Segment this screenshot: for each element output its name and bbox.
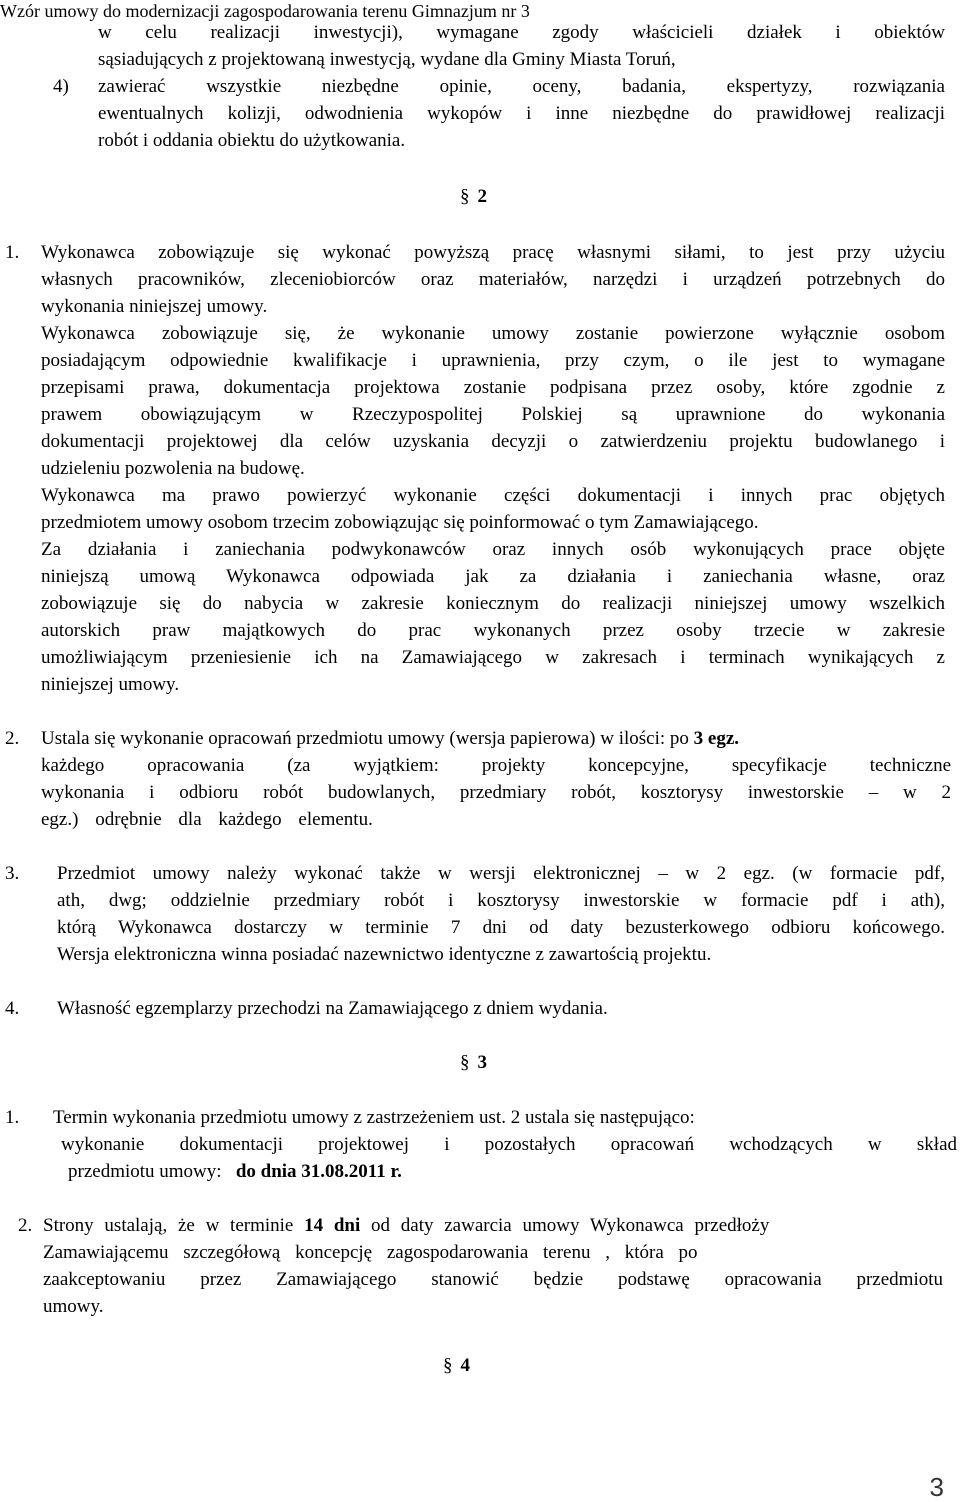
s2-item3-line-3: którą Wykonawca dostarczy w terminie 7 dni od daty bezusterkowego odbioru końcowego.	[57, 917, 945, 938]
s2-p1-line-2: własnych pracowników, zleceniobiorców oraz materiałów, narzędzi i urządzeń potrzebnych do	[41, 269, 945, 290]
s2-p3-line-1: Wykonawca ma prawo powierzyć wykonanie części dokumentacji i innych prac objętych	[41, 485, 945, 506]
page-number: 3	[929, 1472, 944, 1502]
s3-p1-line-2: wykonanie dokumentacji projektowej i pozostałych opracowań wchodzących w skład	[61, 1134, 957, 1155]
s2-p3-line-2: przedmiotem umowy osobom trzecim zobowiązując się poinformować o tym Zamawiającego.	[41, 512, 759, 533]
s3-p1-line-1: Termin wykonania przedmiotu umowy z zastrzeżeniem ust. 2 ustala się następująco:	[53, 1107, 695, 1128]
running-header: Wzór umowy do modernizacji zagospodarowania terenu Gimnazjum nr 3	[0, 1, 530, 21]
intro-line-1: w celu realizacji inwestycji), wymagane zgody właścicieli działek i obiektów	[98, 22, 945, 43]
s2-item2-line-1: Ustala się wykonanie opracowań przedmiotu umowy (wersja papierowa) w ilości: po 3 egz.	[41, 728, 740, 749]
s2-p4-line-6: niniejszej umowy.	[41, 674, 180, 695]
s3-p1-number: 1.	[5, 1107, 20, 1128]
s2-item3-line-1: Przedmiot umowy należy wykonać także w wersji elektronicznej – w 2 egz. (w formacie pdf,	[57, 863, 945, 884]
s3-p2-line-3: zaakceptowaniu przez Zamawiającego stanowić będzie podstawę opracowania przedmiotu	[43, 1269, 943, 1290]
s2-item2-number: 2.	[5, 728, 20, 749]
s2-p4-line-1: Za działania i zaniechania podwykonawców oraz innych osób wykonujących prace objęte	[41, 539, 945, 560]
s2-item3-line-4: Wersja elektroniczna winna posiadać nazewnictwo identyczne z zawartością projektu.	[57, 944, 712, 965]
s2-p2-line-1: Wykonawca zobowiązuje się, że wykonanie umowy zostanie powierzone wyłącznie osobom	[41, 323, 945, 344]
section-2-heading: § 2	[460, 186, 487, 208]
s3-p2-line-2: Zamawiającemu szczegółową koncepcję zagospodarowania terenu , która po	[43, 1242, 698, 1263]
s2-p2-line-2: posiadającym odpowiednie kwalifikacje i uprawnienia, przy czym, o ile jest to wymagane	[41, 350, 945, 371]
s2-p1-number: 1.	[5, 242, 20, 263]
s2-p2-line-5: dokumentacji projektowej dla celów uzyskania decyzji o zatwierdzeniu projektu budowlanego i	[41, 431, 945, 452]
s2-item3-number: 3.	[5, 863, 20, 884]
s2-item3-line-2: ath, dwg; oddzielnie przedmiary robót i kosztorysy inwestorskie w formacie pdf i ath),	[57, 890, 945, 911]
s3-p2-number: 2.	[18, 1215, 33, 1236]
s3-p1-line-3: przedmiotu umowy: do dnia 31.08.2011 r.	[68, 1161, 402, 1182]
s2-p2-line-6: udzieleniu pozwolenia na budowę.	[41, 458, 305, 479]
item4-line-3: robót i oddania obiektu do użytkowania.	[98, 130, 406, 151]
s2-item4-number: 4.	[5, 998, 20, 1019]
item4-line-1: zawierać wszystkie niezbędne opinie, oceny, badania, ekspertyzy, rozwiązania	[98, 76, 945, 97]
s2-item4-line: Własność egzemplarzy przechodzi na Zamawiającego z dniem wydania.	[57, 998, 608, 1019]
s3-p2-line-1: Strony ustalają, że w terminie 14 dni od daty zawarcia umowy Wykonawca przedłoży	[43, 1215, 770, 1236]
s2-p2-line-3: przepisami prawa, dokumentacja projektowa zostanie podpisana przez osoby, które zgodnie z	[41, 377, 945, 398]
s2-item2-line-4: egz.) odrębnie dla każdego elementu.	[41, 809, 373, 830]
s2-item2-line-2: każdego opracowania (za wyjątkiem: projekty koncepcyjne, specyfikacje techniczne	[41, 755, 951, 776]
item4-line-2: ewentualnych kolizji, odwodnienia wykopów i inne niezbędne do prawidłowej realizacji	[98, 103, 945, 124]
s2-item2-line-3: wykonania i odbioru robót budowlanych, przedmiary robót, kosztorysy inwestorskie – w 2	[41, 782, 951, 803]
section-3-heading: § 3	[460, 1052, 487, 1074]
item4-number: 4)	[53, 76, 69, 97]
s2-p4-line-2: niniejszą umową Wykonawca odpowiada jak za działania i zaniechania własne, oraz	[41, 566, 945, 587]
intro-line-2: sąsiadujących z projektowaną inwestycją, wydane dla Gminy Miasta Toruń,	[98, 49, 676, 70]
s2-p4-line-5: umożliwiającym przeniesienie ich na Zamawiającego w zakresach i terminach wynikających z	[41, 647, 945, 668]
s2-p4-line-3: zobowiązuje się do nabycia w zakresie koniecznym do realizacji niniejszej umowy wszelkich	[41, 593, 945, 614]
s2-p1-line-1: Wykonawca zobowiązuje się wykonać powyższą pracę własnymi siłami, to jest przy użyciu	[41, 242, 945, 263]
section-4-heading: § 4	[443, 1355, 470, 1377]
s3-p2-line-4: umowy.	[43, 1296, 104, 1317]
s2-p1-line-3: wykonania niniejszej umowy.	[41, 296, 268, 317]
s2-p2-line-4: prawem obowiązującym w Rzeczypospolitej Polskiej są uprawnione do wykonania	[41, 404, 945, 425]
s2-p4-line-4: autorskich praw majątkowych do prac wykonanych przez osoby trzecie w zakresie	[41, 620, 945, 641]
